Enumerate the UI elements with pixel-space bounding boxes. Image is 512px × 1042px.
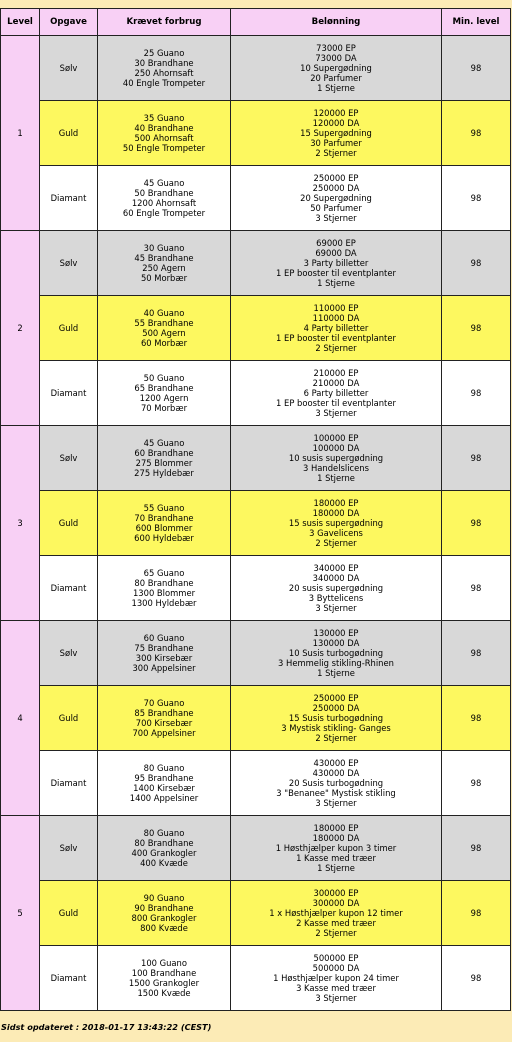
belonning-cell: [231, 426, 442, 491]
opgave-cell: Sølv: [40, 621, 98, 686]
table-row: [1, 816, 511, 881]
belonning-line: 50 Parfumer: [310, 203, 362, 213]
forbrug-line: 800 Kvæde: [140, 923, 188, 933]
belonning-line: 20 Supergødning: [300, 193, 372, 203]
belonning-line: 110000 DA: [312, 313, 360, 323]
forbrug-cell: [98, 946, 231, 1011]
forbrug-line: 90 Brandhane: [134, 903, 194, 913]
forbrug-line: 60 Brandhane: [134, 448, 194, 458]
forbrug-cell: [98, 426, 231, 491]
header-level: Level: [1, 9, 40, 36]
forbrug-line: 275 Hyldebær: [134, 468, 194, 478]
opgave-cell: Diamant: [40, 751, 98, 816]
belonning-line: 430000 EP: [313, 758, 359, 768]
forbrug-cell: [98, 491, 231, 556]
belonning-line: 1 EP booster til eventplanter: [276, 268, 396, 278]
belonning-line: 3 Stjerner: [315, 213, 357, 223]
belonning-line: 210000 EP: [313, 368, 359, 378]
table-row: [1, 231, 511, 296]
belonning-line: 1 x Høsthjælper kupon 12 timer: [269, 908, 403, 918]
opgave-cell: Sølv: [40, 36, 98, 101]
belonning-line: 73000 DA: [315, 53, 357, 63]
forbrug-line: 50 Guano: [143, 373, 185, 383]
belonning-line: 1 Stjerne: [317, 83, 355, 93]
forbrug-line: 80 Guano: [143, 828, 185, 838]
forbrug-line: 1400 Kirsebær: [133, 783, 195, 793]
table-row: [1, 556, 511, 621]
forbrug-line: 250 Ahornsaft: [134, 68, 194, 78]
header-min-level: Min. level: [442, 9, 511, 36]
belonning-cell: [231, 621, 442, 686]
forbrug-line: 65 Brandhane: [134, 383, 194, 393]
forbrug-line: 50 Engle Trompeter: [122, 143, 206, 153]
opgave-cell: Sølv: [40, 816, 98, 881]
table-row: [1, 621, 511, 686]
forbrug-cell: [98, 361, 231, 426]
min-level-cell: 98: [442, 816, 511, 881]
belonning-line: 340000 EP: [313, 563, 359, 573]
table-row: [1, 166, 511, 231]
belonning-line: 1 Stjerne: [317, 473, 355, 483]
table-row: [1, 881, 511, 946]
opgave-cell: Guld: [40, 101, 98, 166]
forbrug-cell: [98, 36, 231, 101]
belonning-line: 6 Party billetter: [303, 388, 369, 398]
belonning-line: 10 Supergødning: [300, 63, 372, 73]
forbrug-line: 70 Morbær: [140, 403, 188, 413]
forbrug-line: 1300 Hyldebær: [131, 598, 197, 608]
forbrug-line: 60 Morbær: [140, 338, 188, 348]
belonning-line: 300000 DA: [312, 898, 360, 908]
belonning-line: 100000 DA: [312, 443, 360, 453]
forbrug-line: 1400 Appelsiner: [129, 793, 199, 803]
forbrug-cell: [98, 751, 231, 816]
belonning-line: 15 susis supergødning: [288, 518, 384, 528]
belonning-line: 2 Stjerner: [315, 538, 357, 548]
belonning-line: 20 Parfumer: [310, 73, 362, 83]
belonning-line: 15 Susis turbogødning: [288, 713, 384, 723]
forbrug-line: 100 Guano: [140, 958, 187, 968]
table-row: [1, 491, 511, 556]
belonning-line: 4 Party billetter: [303, 323, 369, 333]
opgave-cell: Diamant: [40, 556, 98, 621]
belonning-cell: [231, 491, 442, 556]
belonning-cell: [231, 231, 442, 296]
belonning-line: 2 Stjerner: [315, 148, 357, 158]
level-cell: 4: [1, 621, 40, 816]
belonning-line: 69000 EP: [316, 238, 356, 248]
belonning-line: 110000 EP: [313, 303, 359, 313]
forbrug-line: 95 Brandhane: [134, 773, 194, 783]
opgave-cell: Diamant: [40, 361, 98, 426]
belonning-line: 3 Stjerner: [315, 993, 357, 1003]
forbrug-line: 500 Ahornsaft: [134, 133, 194, 143]
table-row: [1, 946, 511, 1011]
belonning-line: 20 susis supergødning: [288, 583, 384, 593]
header-forbrug: Krævet forbrug: [98, 9, 231, 36]
table-row: [1, 686, 511, 751]
forbrug-line: 55 Guano: [143, 503, 185, 513]
forbrug-line: 55 Brandhane: [134, 318, 194, 328]
belonning-line: 10 Susis turbogødning: [288, 648, 384, 658]
forbrug-line: 1200 Ahornsaft: [131, 198, 197, 208]
forbrug-cell: [98, 166, 231, 231]
belonning-line: 180000 DA: [312, 508, 360, 518]
opgave-cell: Guld: [40, 881, 98, 946]
belonning-line: 3 Party billetter: [303, 258, 369, 268]
min-level-cell: 98: [442, 36, 511, 101]
min-level-cell: 98: [442, 621, 511, 686]
forbrug-line: 80 Brandhane: [134, 578, 194, 588]
min-level-cell: 98: [442, 361, 511, 426]
belonning-line: 3 Mystisk stikling- Ganges: [281, 723, 391, 733]
forbrug-line: 300 Appelsiner: [132, 663, 196, 673]
forbrug-line: 35 Guano: [143, 113, 185, 123]
table-row: [1, 101, 511, 166]
forbrug-line: 45 Brandhane: [134, 253, 194, 263]
belonning-cell: [231, 101, 442, 166]
forbrug-line: 45 Guano: [143, 178, 185, 188]
forbrug-line: 30 Brandhane: [134, 58, 194, 68]
opgave-cell: Sølv: [40, 231, 98, 296]
opgave-cell: Sølv: [40, 426, 98, 491]
opgave-cell: Diamant: [40, 946, 98, 1011]
forbrug-line: 75 Brandhane: [134, 643, 194, 653]
forbrug-cell: [98, 621, 231, 686]
min-level-cell: 98: [442, 426, 511, 491]
min-level-cell: 98: [442, 946, 511, 1011]
min-level-cell: 98: [442, 491, 511, 556]
belonning-line: 3 "Benanee" Mystisk stikling: [276, 788, 396, 798]
belonning-line: 3 Byttelicens: [308, 593, 364, 603]
belonning-line: 250000 DA: [312, 183, 360, 193]
forbrug-line: 500 Agern: [142, 328, 186, 338]
belonning-cell: [231, 36, 442, 101]
forbrug-line: 80 Guano: [143, 763, 185, 773]
min-level-cell: 98: [442, 751, 511, 816]
belonning-cell: [231, 296, 442, 361]
belonning-line: 2 Kasse med træer: [296, 918, 376, 928]
table-row: [1, 361, 511, 426]
belonning-cell: [231, 686, 442, 751]
belonning-line: 180000 EP: [313, 498, 359, 508]
forbrug-line: 100 Brandhane: [131, 968, 197, 978]
forbrug-line: 60 Guano: [143, 633, 185, 643]
level-cell: 3: [1, 426, 40, 621]
belonning-line: 20 Susis turbogødning: [288, 778, 384, 788]
forbrug-line: 50 Morbær: [140, 273, 188, 283]
belonning-line: 500000 EP: [313, 953, 359, 963]
min-level-cell: 98: [442, 231, 511, 296]
belonning-line: 69000 DA: [315, 248, 357, 258]
table-row: [1, 296, 511, 361]
belonning-line: 1 EP booster til eventplanter: [276, 398, 396, 408]
forbrug-line: 85 Brandhane: [134, 708, 194, 718]
forbrug-line: 1300 Blommer: [132, 588, 196, 598]
forbrug-line: 600 Blommer: [135, 523, 193, 533]
rewards-table: [0, 8, 511, 1011]
forbrug-line: 600 Hyldebær: [134, 533, 194, 543]
belonning-line: 1 Kasse med træer: [296, 853, 376, 863]
opgave-cell: Guld: [40, 296, 98, 361]
last-updated-footer: Sidst opdateret : 2018-01-17 13:43:22 (CEST): [1, 1022, 212, 1032]
forbrug-line: 45 Guano: [143, 438, 185, 448]
belonning-line: 30 Parfumer: [310, 138, 362, 148]
min-level-cell: 98: [442, 166, 511, 231]
forbrug-line: 60 Engle Trompeter: [122, 208, 206, 218]
table-header-row: [1, 9, 511, 36]
belonning-line: 3 Kasse med træer: [296, 983, 376, 993]
belonning-line: 180000 DA: [312, 833, 360, 843]
forbrug-line: 400 Kvæde: [140, 858, 188, 868]
level-cell: 1: [1, 36, 40, 231]
min-level-cell: 98: [442, 556, 511, 621]
belonning-line: 15 Supergødning: [300, 128, 372, 138]
level-cell: 2: [1, 231, 40, 426]
min-level-cell: 98: [442, 296, 511, 361]
belonning-cell: [231, 361, 442, 426]
forbrug-line: 1200 Agern: [139, 393, 189, 403]
belonning-line: 3 Stjerner: [315, 603, 357, 613]
forbrug-line: 25 Guano: [143, 48, 185, 58]
belonning-line: 3 Hemmelig stikling-Rhinen: [278, 658, 394, 668]
table-row: [1, 426, 511, 491]
forbrug-line: 90 Guano: [143, 893, 185, 903]
forbrug-line: 300 Kirsebær: [135, 653, 193, 663]
belonning-line: 10 susis supergødning: [288, 453, 384, 463]
belonning-cell: [231, 946, 442, 1011]
belonning-line: 130000 DA: [312, 638, 360, 648]
min-level-cell: 98: [442, 686, 511, 751]
forbrug-line: 40 Engle Trompeter: [122, 78, 206, 88]
forbrug-line: 250 Agern: [142, 263, 186, 273]
forbrug-cell: [98, 881, 231, 946]
belonning-line: 2 Stjerner: [315, 733, 357, 743]
forbrug-line: 800 Grankogler: [131, 913, 197, 923]
belonning-line: 3 Handelslicens: [303, 463, 369, 473]
forbrug-line: 40 Guano: [143, 308, 185, 318]
belonning-line: 340000 DA: [312, 573, 360, 583]
table-row: [1, 751, 511, 816]
forbrug-line: 275 Blommer: [135, 458, 193, 468]
belonning-line: 210000 DA: [312, 378, 360, 388]
opgave-cell: Guld: [40, 491, 98, 556]
belonning-line: 2 Stjerner: [315, 343, 357, 353]
forbrug-cell: [98, 686, 231, 751]
belonning-line: 1 Høsthjælper kupon 3 timer: [275, 843, 397, 853]
belonning-cell: [231, 166, 442, 231]
belonning-line: 2 Stjerner: [315, 928, 357, 938]
belonning-cell: [231, 881, 442, 946]
forbrug-line: 40 Brandhane: [134, 123, 194, 133]
forbrug-line: 1500 Kvæde: [137, 988, 191, 998]
belonning-line: 300000 EP: [313, 888, 359, 898]
forbrug-line: 50 Brandhane: [134, 188, 194, 198]
forbrug-cell: [98, 296, 231, 361]
belonning-line: 250000 EP: [313, 173, 359, 183]
belonning-line: 430000 DA: [312, 768, 360, 778]
belonning-line: 120000 EP: [313, 108, 359, 118]
belonning-line: 3 Stjerner: [315, 798, 357, 808]
belonning-line: 250000 EP: [313, 693, 359, 703]
forbrug-line: 700 Kirsebær: [135, 718, 193, 728]
belonning-line: 500000 DA: [312, 963, 360, 973]
belonning-line: 180000 EP: [313, 823, 359, 833]
belonning-line: 1 EP booster til eventplanter: [276, 333, 396, 343]
belonning-line: 3 Stjerner: [315, 408, 357, 418]
forbrug-cell: [98, 816, 231, 881]
belonning-line: 100000 EP: [313, 433, 359, 443]
min-level-cell: 98: [442, 881, 511, 946]
belonning-cell: [231, 556, 442, 621]
forbrug-cell: [98, 101, 231, 166]
opgave-cell: Guld: [40, 686, 98, 751]
forbrug-line: 1500 Grankogler: [128, 978, 200, 988]
table-row: [1, 36, 511, 101]
belonning-cell: [231, 751, 442, 816]
opgave-cell: Diamant: [40, 166, 98, 231]
forbrug-line: 70 Brandhane: [134, 513, 194, 523]
header-opgave: Opgave: [40, 9, 98, 36]
min-level-cell: 98: [442, 101, 511, 166]
forbrug-line: 80 Brandhane: [134, 838, 194, 848]
header-belonning: Belønning: [231, 9, 442, 36]
forbrug-cell: [98, 556, 231, 621]
belonning-line: 120000 DA: [312, 118, 360, 128]
forbrug-line: 65 Guano: [143, 568, 185, 578]
forbrug-line: 70 Guano: [143, 698, 185, 708]
forbrug-cell: [98, 231, 231, 296]
belonning-line: 1 Stjerne: [317, 863, 355, 873]
belonning-line: 1 Stjerne: [317, 278, 355, 288]
forbrug-line: 400 Grankogler: [131, 848, 197, 858]
belonning-line: 3 Gavelicens: [309, 528, 363, 538]
belonning-line: 130000 EP: [313, 628, 359, 638]
forbrug-line: 30 Guano: [143, 243, 185, 253]
forbrug-line: 700 Appelsiner: [132, 728, 196, 738]
belonning-line: 73000 EP: [316, 43, 356, 53]
belonning-cell: [231, 816, 442, 881]
table-body: [1, 36, 511, 1011]
belonning-line: 250000 DA: [312, 703, 360, 713]
level-cell: 5: [1, 816, 40, 1011]
belonning-line: 1 Stjerne: [317, 668, 355, 678]
belonning-line: 1 Høsthjælper kupon 24 timer: [273, 973, 399, 983]
